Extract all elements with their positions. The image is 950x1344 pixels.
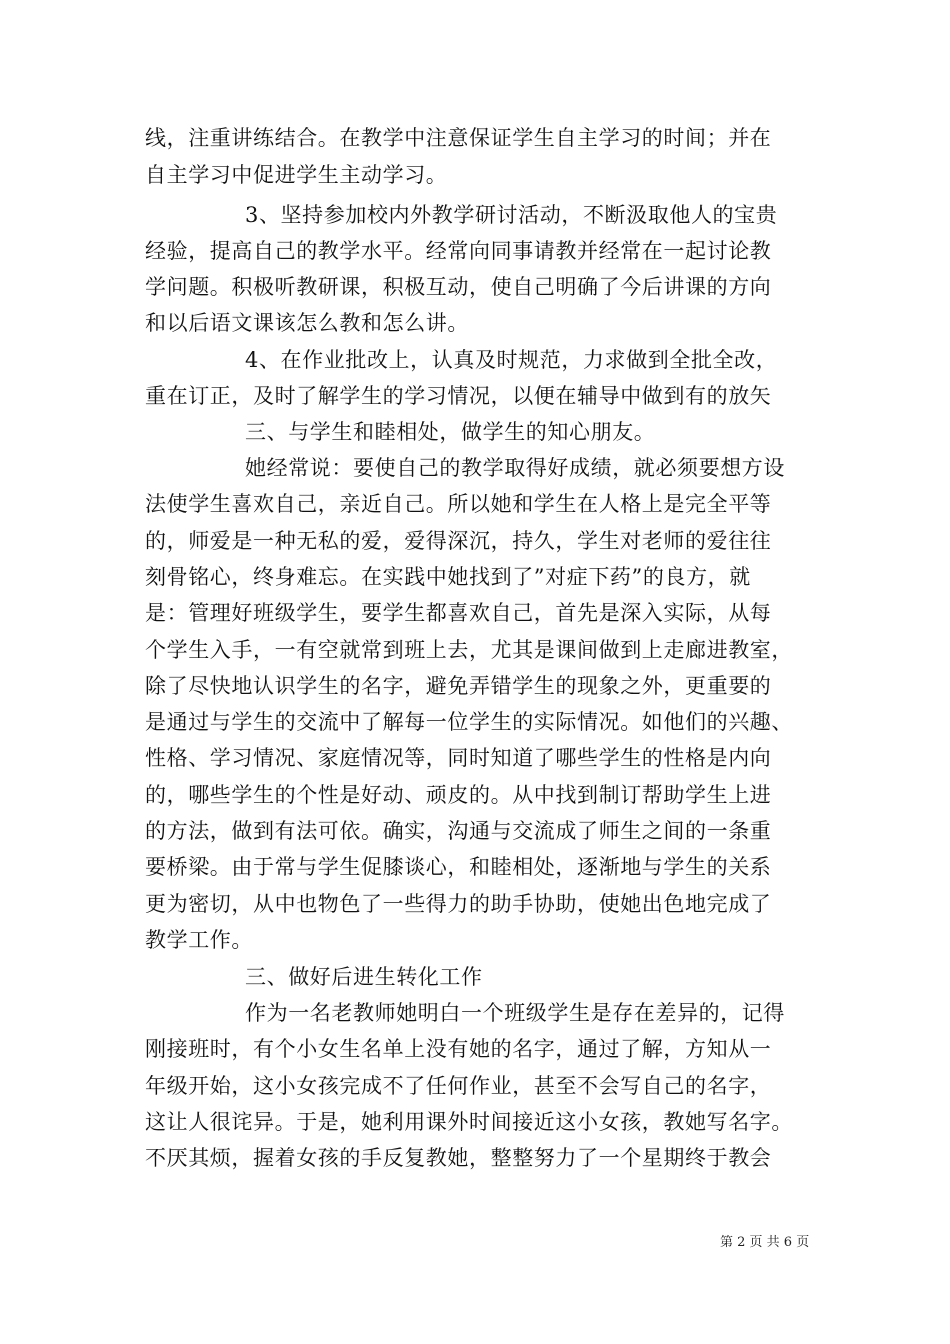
- text-line: 这让人很诧异。于是，她利用课外时间接近这小女孩，教她写名字。: [145, 1110, 793, 1134]
- page-number: 第 2 页 共 6 页: [720, 1235, 810, 1250]
- text-line: 年级开始，这小女孩完成不了任何作业，甚至不会写自己的名字，: [145, 1074, 772, 1098]
- section-heading: 三、与学生和睦相处，做学生的知心朋友。: [245, 420, 656, 444]
- text-line: 是通过与学生的交流中了解每一位学生的实际情况。如他们的兴趣、: [145, 710, 793, 734]
- text-line: 的，哪些学生的个性是好动、顽皮的。从中找到制订帮助学生上进: [145, 783, 772, 807]
- text-line: 性格、学习情况、家庭情况等，同时知道了哪些学生的性格是内向: [145, 746, 772, 770]
- text-line: 学问题。积极听教研课，积极互动，使自己明确了今后讲课的方向: [145, 275, 772, 299]
- text-line: 和以后语文课该怎么教和怎么讲。: [145, 311, 469, 335]
- text-line: 不厌其烦，握着女孩的手反复教她，整整努力了一个星期终于教会: [145, 1146, 772, 1170]
- text-line: 自主学习中促进学生主动学习。: [145, 163, 448, 187]
- text-line: 个学生入手，一有空就常到班上去，尤其是课间做到上走廊进教室，: [145, 638, 793, 662]
- text-line: 更为密切，从中也物色了一些得力的助手协助，使她出色地完成了: [145, 892, 772, 916]
- text-line: 是：管理好班级学生，要学生都喜欢自己，首先是深入实际，从每: [145, 601, 772, 625]
- text-line: 刻骨铭心，终身难忘。在实践中她找到了”对症下药”的良方，就: [145, 565, 751, 589]
- text-line: 4、在作业批改上，认真及时规范，力求做到全批全改，: [245, 348, 778, 372]
- section-heading: 三、做好后进生转化工作: [245, 965, 483, 989]
- text-line: 的方法，做到有法可依。确实，沟通与交流成了师生之间的一条重: [145, 819, 772, 843]
- text-line: 作为一名老教师她明白一个班级学生是存在差异的，记得: [245, 1001, 785, 1025]
- text-line: 3、坚持参加校内外教学研讨活动，不断汲取他人的宝贵: [245, 203, 778, 227]
- text-line: 要桥梁。由于常与学生促膝谈心，和睦相处，逐渐地与学生的关系: [145, 855, 772, 879]
- text-line: 的，师爱是一种无私的爱，爱得深沉，持久，学生对老师的爱往往: [145, 529, 772, 553]
- text-line: 她经常说：要使自己的教学取得好成绩，就必须要想方设: [245, 456, 785, 480]
- text-line: 法使学生喜欢自己，亲近自己。所以她和学生在人格上是完全平等: [145, 492, 772, 516]
- text-line: 经验，提高自己的教学水平。经常向同事请教并经常在一起讨论教: [145, 239, 772, 263]
- text-line: 重在订正，及时了解学生的学习情况，以便在辅导中做到有的放矢: [145, 384, 772, 408]
- text-line: 线，注重讲练结合。在教学中注意保证学生自主学习的时间；并在: [145, 126, 772, 150]
- text-line: 除了尽快地认识学生的名字，避免弄错学生的现象之外，更重要的: [145, 674, 772, 698]
- text-line: 教学工作。: [145, 928, 253, 952]
- text-line: 刚接班时，有个小女生名单上没有她的名字，通过了解，方知从一: [145, 1037, 772, 1061]
